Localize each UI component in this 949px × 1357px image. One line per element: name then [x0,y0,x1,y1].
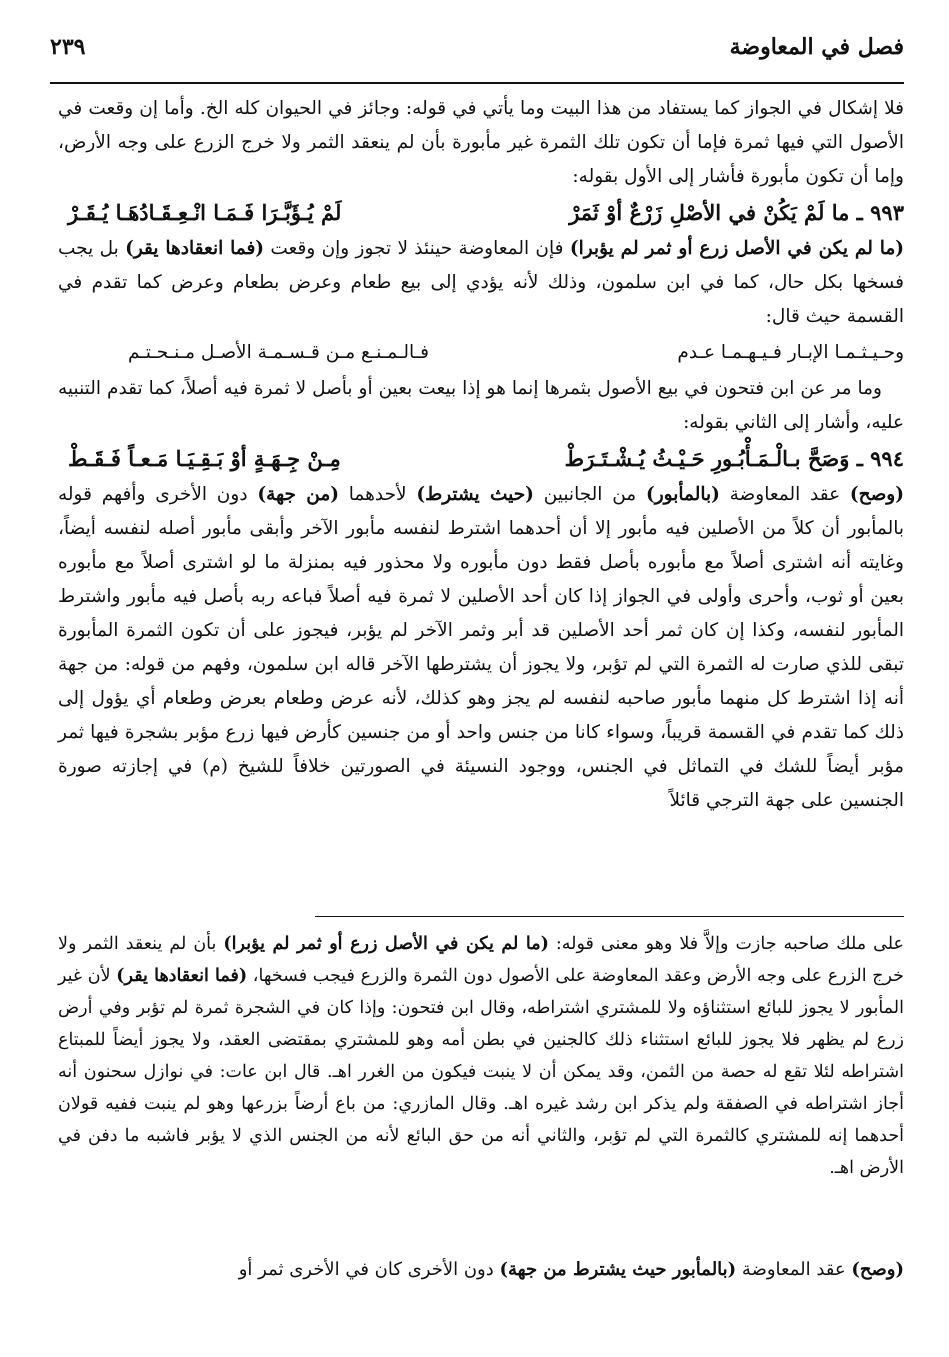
quoted-text: (ما لم يكن في الأصل زرع أو ثمر لم يؤبرا) [569,238,905,259]
commentary-994 [58,478,904,818]
page-header [50,30,904,70]
quoted-text: (بالمأبور) [645,484,720,505]
footnote-quoted-text: (ما لم يكن في الأصل زرع أو ثمر لم يؤبرا) [223,934,549,954]
commentary-text: عقد المعاوضة [729,484,841,505]
continuation-text: دون الأخرى كان في الأخرى ثمر أو [238,1259,494,1280]
main-text [58,92,904,818]
quoted-text: (وصح) [849,484,904,505]
continuation-text: عقد المعاوضة [741,1259,846,1280]
footnote-text: بأن لم ينعقد الثمر ولا خرج الزرع على وجه الأرض وعقد المعاوضة على الأصول دون الثمرة والزرع فيجب فسخها، [58,934,904,986]
continuation-quoted-text: (وصح) [851,1259,904,1280]
header-rule [50,82,904,84]
footnote-rule [315,916,904,917]
footnote-quoted-text: (فما انعقادها يقر) [116,966,248,986]
intro-paragraph: فلا إشكال في الجواز كما يستفاد من هذا البيت وما يأتي في قوله: وجائز في الحيوان كله الخ. وأما إن وقعت في الأصول التي فيها ثمرة فإما أن تكون تلك الثمرة غير مأبورة بأن لم ينعقد الثمر ولا خرج الزرع على وجه الأرض، وإما أن تكون مأبورة فأشار إلى الأول بقوله: [58,98,904,187]
commentary-text: لأحدهما [348,484,407,505]
footnote-text: على ملك صاحبه جازت وإلاَّ فلا وهو معنى قوله: [555,934,904,954]
commentary-text: من الجانبين [543,484,637,505]
verse-993-second-hemistich: لَمْ يُـؤَبَّـرَا فَـمَـا انْـعِـقَـادُهَـا يُـقَـرْ [68,200,342,225]
footnote-text: لأن غير المأبور لا يجوز للبائع استثناؤه ولا للمشتري اشتراطه، وقال ابن فتحون: وإذا كان في الشجرة ثمرة لم تؤبر وفي أرض زرع لم يظهر فلا يجوز للبائع استثناء ذلك كالجنين في بطن أمه وهو للمشتري بمقتضى العقد، ولا يجوز أيضاً للمبتاع اشتراطه لئلا تقع له حصة من الثمن، وقد يمكن أن لا ينبت فيكون من الغرر اهـ. قال ابن عات: في نوازل سحنون أنه أجاز اشتراطه في الصفقة ولم يذكر ابن رشد غيره اهـ. وقال المازري: من باع أرضاً بزرعها وهو لم ينبت ففيه قولان أحدهما إنه للمشتري كالثمرة التي لم تؤبر، والثاني أنه من حق البائع لأنه من الجنس الذي لا يؤبر فاشبه ما دفن في الأرض اهـ. [58,966,904,1178]
quoted-text: (فما انعقادها يقر) [125,238,265,259]
running-title: فصل في المعاوضة [729,34,904,60]
commentary-text: بل يجب فسخها بكل حال، كما في ابن سلمون، وذلك لأنه يؤدي إلى بيع طعام وعرض بطعام وعرض كما تقدم في القسمة حيث قال: [58,238,904,327]
continuation-section [58,1254,904,1286]
continuation-quoted-text: (بالمأبور حيث يشترط من جهة) [499,1259,737,1280]
commentary-993 [58,232,904,334]
page-number: ٢٣٩ [50,34,86,60]
footnote-section [58,928,904,1184]
verse-994-first-hemistich: ٩٩٤ ـ وَصَحَّ بـالْـمَـأْبُـورِ حَـيْـثُ يُـشْـتَـرَطْ [564,446,904,471]
verse-993 [58,194,904,232]
paragraph-after-quote: وما مر عن ابن فتحون في بيع الأصول بثمرها إنما هو إذا بيعت بعين أو بأصل لا ثمرة فيه أصلاً، كما تقدم التنبيه عليه، وأشار إلى الثاني بقوله: [58,378,904,433]
verse-994-second-hemistich: مِـنْ جِـهَـةٍ أوْ بَـقِـيَـا مَـعـاً فَـقَـطْ [68,446,341,471]
verse-993-first-hemistich: ٩٩٣ ـ ما لَمْ يَكُنْ في الأصْلِ زَرْعٌ أوْ ثَمَرْ [569,200,904,225]
quoted-text: (من جهة) [257,484,340,505]
quoted-verse [58,334,904,372]
quoted-verse-second-hemistich: فـالـمـنـع مـن قـسـمـة الأصـل مـنـحـتـم [128,342,429,363]
quoted-verse-first-hemistich: وحـيـثـمـا الإبـار فـيـهـمـا عـدم [677,342,904,363]
footnote-paragraph [58,928,904,1184]
commentary-text: فإن المعاوضة حينئذ لا تجوز وإن وقعت [270,238,564,259]
continuation-paragraph [58,1254,904,1286]
commentary-text: دون الأخرى وأفهم قوله بالمأبور أن كلاً من الأصلين فيه مأبور إلا أن أحدهما اشترط لنفسه مأبور الآخر وأبقى مأبور أصله لنفسه أيضاً، وغايته أنه اشترى أصلاً مع مأبوره بأصل فقط دون مأبوره ولا محذور فيه بمنزلة ما لو اشترى أصلاً مع مأبوره بعين أو ثوب، وأحرى وأولى في الجواز إذا كان أحد الأصلين لا ثمرة فيه أصلاً فباعه ربه بأصل فيه مأبور واشترط المأبور لنفسه، وكذا إن كان ثمر أحد الأصلين قد أبر وثمر الآخر لم يؤبر، فيجوز على أن تكون الثمرة المأبورة تبقى للذي صارت له الثمرة التي لم تؤبر، ولا يجوز أن يشترطها الآخر قاله ابن سلمون، وفهم من قوله: من جهة أنه إذا اشترط كل منهما مأبور صاحبه لنفسه لم يجز وهو كذلك، لأنه عرض وطعام بعرض وطعام أي يؤول إلى ذلك كما تقدم في القسمة قريباً، وسواء كانا من جنس واحد أو من جنسين كأرض فيها زرع مؤبر بشجرة فيها ثمر مؤبر أيضاً للشك في التماثل في الجنس، ووجود النسيئة في الصورتين خلافاً للشيخ (م) في إجازته صورة الجنسين على جهة الترجي قائلاً [58,484,904,811]
quoted-text: (حيث يشترط) [416,484,534,505]
verse-994 [58,440,904,478]
